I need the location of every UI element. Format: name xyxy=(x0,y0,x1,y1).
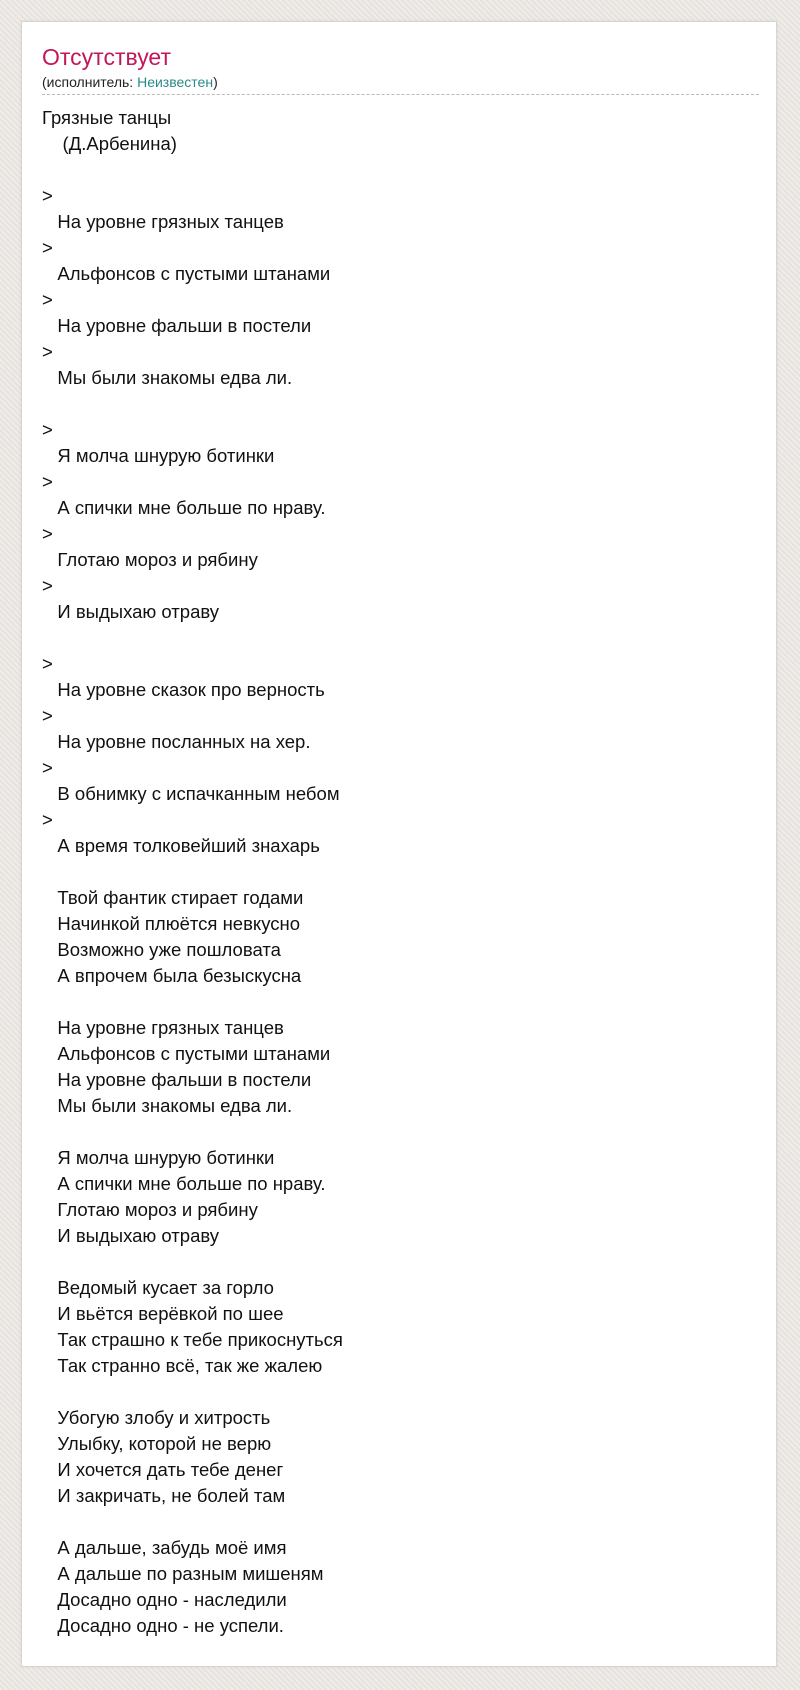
song-title: Отсутствует xyxy=(42,44,171,70)
lyric-line: Глотаю мороз и рябину xyxy=(42,549,258,570)
lyric-line: Глотаю мороз и рябину xyxy=(42,1199,258,1220)
lyrics-text xyxy=(42,105,756,1639)
artist-link[interactable]: Неизвестен xyxy=(137,74,214,90)
lyric-line: А дальше по разным мишеням xyxy=(42,1563,324,1584)
lyric-line: Досадно одно - не успели. xyxy=(42,1615,284,1636)
lyric-line: А спички мне больше по нраву. xyxy=(42,1173,326,1194)
lyric-line: А впрочем была безыскусна xyxy=(42,965,302,986)
artist-suffix: ) xyxy=(213,74,218,90)
lyric-line xyxy=(42,1379,756,1405)
lyric-line xyxy=(42,157,756,183)
lyric-line: Я молча шнурую ботинки xyxy=(42,445,275,466)
lyric-line: Ведомый кусает за горло xyxy=(42,1277,274,1298)
lyric-line: Досадно одно - наследили xyxy=(42,1589,287,1610)
lyric-line: > xyxy=(42,705,53,726)
lyric-line xyxy=(42,391,756,417)
lyric-line: > xyxy=(42,653,53,674)
lyric-line: А время толковейший знахарь xyxy=(42,835,320,856)
lyric-line: На уровне грязных танцев xyxy=(42,1017,284,1038)
lyric-line: > xyxy=(42,289,53,310)
lyric-line: На уровне сказок про верность xyxy=(42,679,325,700)
lyric-line: И вьётся верёвкой по шее xyxy=(42,1303,284,1324)
lyric-line xyxy=(42,1119,756,1145)
lyric-line: Мы были знакомы едва ли. xyxy=(42,367,293,388)
lyric-line: А дальше, забудь моё имя xyxy=(42,1537,287,1558)
lyric-line xyxy=(42,859,756,885)
lyric-line: > xyxy=(42,575,53,596)
lyric-line xyxy=(42,989,756,1015)
lyric-line: Так страшно к тебе прикоснуться xyxy=(42,1329,343,1350)
lyric-line xyxy=(42,1249,756,1275)
lyric-line: > xyxy=(42,419,53,440)
lyric-line: Возможно уже пошловата xyxy=(42,939,281,960)
lyric-line: Грязные танцы xyxy=(42,107,172,128)
lyric-line: Альфонсов с пустыми штанами xyxy=(42,1043,331,1064)
lyric-line: > xyxy=(42,341,53,362)
lyric-line: > xyxy=(42,757,53,778)
lyric-line: Мы были знакомы едва ли. xyxy=(42,1095,293,1116)
lyric-line: Улыбку, которой не верю xyxy=(42,1433,272,1454)
lyric-line: И закричать, не болей там xyxy=(42,1485,286,1506)
lyric-line: Убогую злобу и хитрость xyxy=(42,1407,271,1428)
lyric-line: > xyxy=(42,809,53,830)
lyric-line: > xyxy=(42,185,53,206)
lyric-line: На уровне фальши в постели xyxy=(42,315,312,336)
lyric-line: И выдыхаю отраву xyxy=(42,1225,220,1246)
lyric-line: На уровне фальши в постели xyxy=(42,1069,312,1090)
lyric-line: > xyxy=(42,237,53,258)
lyric-line: А спички мне больше по нраву. xyxy=(42,497,326,518)
lyric-line: На уровне грязных танцев xyxy=(42,211,284,232)
lyric-line: И хочется дать тебе денег xyxy=(42,1459,284,1480)
lyric-line: Я молча шнурую ботинки xyxy=(42,1147,275,1168)
lyric-line: И выдыхаю отраву xyxy=(42,601,220,622)
lyric-line: На уровне посланных на хер. xyxy=(42,731,311,752)
lyric-line: > xyxy=(42,471,53,492)
lyric-line: Так странно всё, так же жалею xyxy=(42,1355,323,1376)
lyric-line: В обнимку с испачканным небом xyxy=(42,783,340,804)
lyric-line: Альфонсов с пустыми штанами xyxy=(42,263,331,284)
lyric-line: Твой фантик стирает годами xyxy=(42,887,304,908)
lyric-line: (Д.Арбенина) xyxy=(42,133,177,154)
lyric-line: Начинкой плюётся невкусно xyxy=(42,913,300,934)
artist-prefix: (исполнитель: xyxy=(42,74,138,90)
lyric-line xyxy=(42,625,756,651)
artist-line xyxy=(42,73,759,95)
lyric-line: > xyxy=(42,523,53,544)
lyric-line xyxy=(42,1509,756,1535)
lyrics-card xyxy=(21,21,777,1667)
